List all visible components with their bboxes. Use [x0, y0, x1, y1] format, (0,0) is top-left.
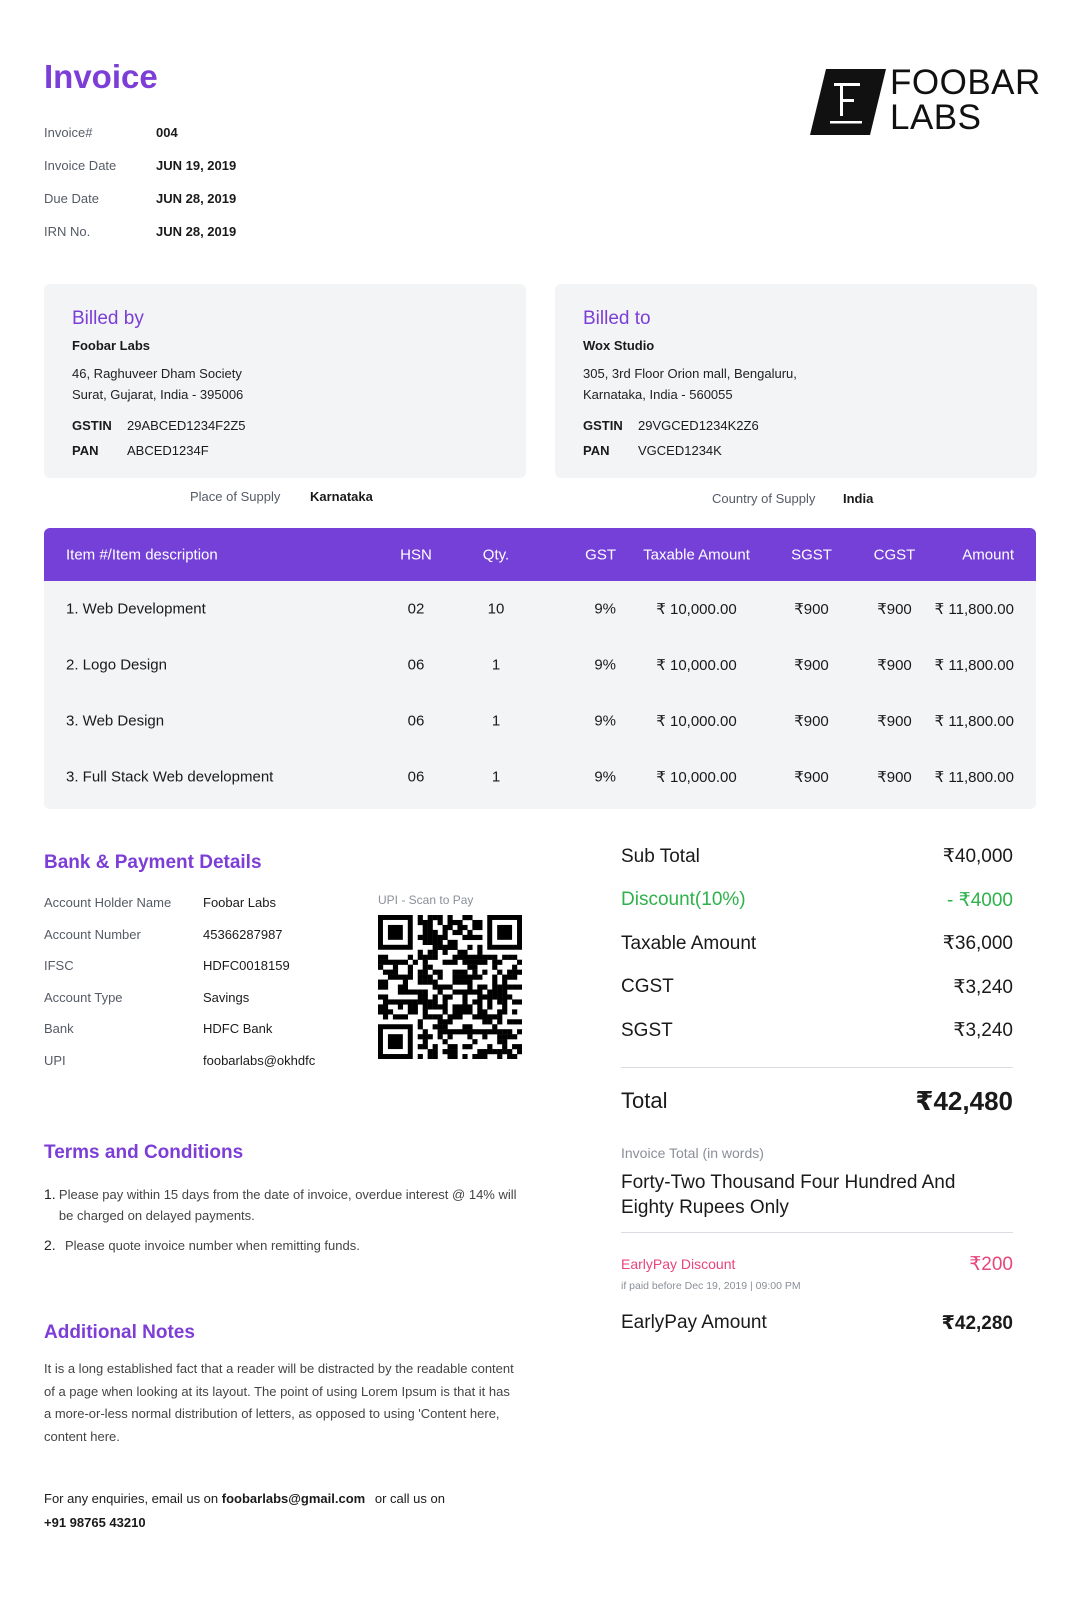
totals-panel: [621, 835, 1013, 1335]
col-header-taxable: Taxable Amount: [643, 546, 750, 563]
cell-sgst: ₹900: [794, 713, 829, 730]
cell-qty: 1: [491, 656, 501, 674]
cell-cgst: ₹900: [877, 601, 912, 618]
address-line: 46, Raghuveer Dham Society: [72, 366, 242, 381]
footer-middle: or call us on: [374, 1491, 445, 1506]
taxable-row: [621, 922, 1013, 966]
bank-value: HDFC Bank: [203, 1021, 273, 1037]
cell-description: 2. Logo Design: [66, 656, 167, 674]
col-header-qty: Qty.: [482, 546, 510, 563]
cell-gst: 9%: [594, 656, 616, 674]
cell-qty: 1: [491, 712, 501, 730]
taxable-value: ₹36,000: [942, 933, 1013, 955]
table-row: [44, 637, 1036, 693]
sgst-value: ₹3,240: [953, 1020, 1013, 1042]
cell-qty: 10: [487, 600, 505, 618]
cell-description: 3. Web Design: [66, 712, 165, 730]
billed-to-address: [583, 363, 1009, 405]
discount-label: Discount(10%): [621, 889, 746, 911]
country-of-supply-value: India: [842, 491, 874, 506]
meta-label: IRN No.: [44, 224, 91, 239]
terms-item: [44, 1184, 526, 1226]
billed-by-address: [72, 363, 498, 405]
bank-value: Savings: [203, 989, 250, 1005]
cell-taxable: ₹ 10,000.00: [656, 657, 737, 674]
bank-value: HDFC0018159: [203, 958, 290, 974]
billed-by-gstin: [72, 413, 498, 438]
bank-label: IFSC: [44, 958, 74, 974]
cell-cgst: ₹900: [877, 713, 912, 730]
bank-row: [44, 982, 374, 1014]
billed-by-pan: [72, 438, 498, 463]
cell-sgst: ₹900: [794, 769, 829, 786]
col-header-cgst: CGST: [873, 546, 916, 563]
place-of-supply: [190, 489, 373, 504]
meta-value: 004: [156, 125, 178, 140]
footer-email-link[interactable]: foobarlabs@gmail.com: [221, 1491, 366, 1506]
gstin-label: GSTIN: [583, 418, 623, 433]
sgst-label: SGST: [621, 1019, 673, 1041]
grand-total-row: [621, 1086, 1013, 1117]
cell-amount: ₹ 11,800.00: [934, 713, 1014, 730]
place-of-supply-label: Place of Supply: [190, 489, 281, 504]
cell-taxable: ₹ 10,000.00: [656, 713, 737, 730]
bank-value: foobarlabs@okhdfc: [203, 1052, 316, 1068]
address-line: Surat, Gujarat, India - 395006: [72, 387, 244, 402]
cell-description: 1. Web Development: [66, 600, 206, 618]
cell-taxable: ₹ 10,000.00: [656, 601, 737, 618]
gstin-value: 29VGCED1234K2Z6: [638, 418, 759, 433]
meta-row-due-date: [44, 182, 304, 215]
place-of-supply-value: Karnataka: [309, 489, 373, 504]
billed-to-name: Wox Studio: [583, 338, 655, 353]
table-row: [44, 581, 1036, 637]
cell-description: 3. Full Stack Web development: [66, 768, 274, 786]
bank-label: UPI: [44, 1052, 66, 1068]
invoice-title: Invoice: [44, 58, 158, 95]
bank-row: [44, 1013, 374, 1045]
logo-wordmark: [890, 65, 1041, 135]
billed-by-card: [44, 284, 526, 478]
meta-value: JUN 28, 2019: [156, 224, 237, 239]
cell-qty: 1: [491, 768, 501, 786]
cgst-row: [621, 966, 1013, 1010]
items-table: [44, 528, 1036, 809]
col-header-gst: GST: [585, 546, 616, 563]
cell-gst: 9%: [594, 600, 616, 618]
taxable-label: Taxable Amount: [621, 932, 757, 954]
sub-total-label: Sub Total: [621, 845, 700, 867]
billed-by-name: Foobar Labs: [72, 338, 151, 353]
address-line: Karnataka, India - 560055: [583, 387, 733, 402]
billed-to-pan: [583, 438, 1009, 463]
terms-list: [44, 1184, 526, 1265]
pan-value: ABCED1234F: [127, 443, 209, 458]
bank-value: 45366287987: [203, 926, 283, 942]
sub-total-value: ₹40,000: [942, 846, 1013, 868]
footer-contact: [44, 1487, 445, 1535]
earlypay-amount-value: ₹42,280: [941, 1312, 1013, 1334]
table-header: [44, 528, 1036, 581]
cell-hsn: 06: [407, 712, 425, 730]
gstin-value: 29ABCED1234F2Z5: [127, 418, 246, 433]
bank-label: Account Holder Name: [44, 895, 172, 911]
table-row: [44, 749, 1036, 805]
cell-amount: ₹ 11,800.00: [934, 601, 1014, 618]
bank-row: [44, 919, 374, 951]
terms-title: Terms and Conditions: [44, 1142, 244, 1163]
footer-prefix: For any enquiries, email us on: [44, 1491, 219, 1506]
notes-text: It is a long established fact that a reader will be distracted by the readable content of a page when looking at its layout. The point of using Lorem Ipsum is that it has a more-or-less normal distribution of letters, as opposed to using 'Content here, content here.: [44, 1361, 514, 1444]
cell-hsn: 02: [407, 600, 425, 618]
cell-gst: 9%: [594, 712, 616, 730]
cell-sgst: ₹900: [794, 601, 829, 618]
sub-total-row: [621, 835, 1013, 879]
notes-title: Additional Notes: [44, 1322, 195, 1343]
pan-value: VGCED1234K: [638, 443, 722, 458]
cell-cgst: ₹900: [877, 657, 912, 674]
upi-qr-code[interactable]: [378, 915, 522, 1059]
totals-divider: [621, 1067, 1013, 1068]
bank-value: Foobar Labs: [203, 895, 276, 911]
cell-amount: ₹ 11,800.00: [934, 769, 1014, 786]
cell-cgst: ₹900: [877, 769, 912, 786]
earlypay-discount-label: EarlyPay Discount: [621, 1256, 736, 1272]
cell-hsn: 06: [407, 656, 425, 674]
grand-total-value: ₹42,480: [915, 1085, 1013, 1116]
bank-details-list: [44, 887, 374, 1076]
pan-label: PAN: [72, 443, 99, 458]
logo-line-2: LABS: [890, 98, 982, 137]
cgst-label: CGST: [621, 976, 674, 998]
gstin-label: GSTIN: [72, 418, 112, 433]
billed-by-heading: Billed by: [72, 308, 144, 329]
billed-to-gstin: [583, 413, 1009, 438]
bank-label: Account Number: [44, 926, 141, 942]
earlypay-note: if paid before Dec 19, 2019 | 09:00 PM: [621, 1279, 801, 1292]
logo-mark-icon: [810, 69, 886, 135]
bank-label: Bank: [44, 1021, 74, 1037]
col-header-description: Item #/Item description: [66, 546, 218, 563]
discount-row: [621, 879, 1013, 923]
bank-details-title: Bank & Payment Details: [44, 852, 262, 873]
meta-row-invoice-number: [44, 116, 304, 149]
col-header-amount: Amount: [962, 546, 1014, 563]
terms-text: Please pay within 15 days from the date of invoice, overdue interest @ 14% will be charged on delayed payments.: [58, 1187, 517, 1223]
meta-label: Due Date: [44, 191, 99, 206]
pan-label: PAN: [583, 443, 610, 458]
billed-to-heading: Billed to: [583, 308, 651, 329]
bank-label: Account Type: [44, 989, 123, 1005]
address-line: 305, 3rd Floor Orion mall, Bengaluru,: [583, 366, 797, 381]
bank-row: [44, 950, 374, 982]
col-header-sgst: SGST: [791, 546, 832, 563]
meta-value: JUN 19, 2019: [156, 158, 237, 173]
earlypay-discount-row: [621, 1253, 1013, 1276]
bank-row: [44, 1045, 374, 1077]
footer-phone[interactable]: +91 98765 43210: [44, 1515, 146, 1530]
cell-amount: ₹ 11,800.00: [934, 657, 1014, 674]
country-of-supply: [712, 491, 873, 506]
total-in-words-label: Invoice Total (in words): [621, 1144, 764, 1161]
earlypay-amount-row: [621, 1312, 1013, 1335]
meta-value: JUN 28, 2019: [156, 191, 237, 206]
cell-gst: 9%: [594, 768, 616, 786]
meta-label: Invoice#: [44, 125, 93, 140]
logo-line-1: FOOBAR: [890, 63, 1041, 102]
cell-taxable: ₹ 10,000.00: [656, 769, 737, 786]
cell-hsn: 06: [407, 768, 425, 786]
billed-to-card: [555, 284, 1037, 478]
meta-label: Invoice Date: [44, 158, 117, 173]
grand-total-label: Total: [621, 1088, 668, 1113]
terms-item: [44, 1235, 526, 1256]
table-row: [44, 693, 1036, 749]
words-divider: [621, 1232, 1013, 1233]
invoice-meta: [44, 116, 304, 248]
qr-code-icon: [378, 915, 522, 1059]
earlypay-discount-value: ₹200: [969, 1253, 1013, 1275]
discount-value: - ₹4000: [947, 889, 1013, 911]
terms-text: Please quote invoice number when remitting funds.: [65, 1238, 360, 1253]
bank-row: [44, 887, 374, 919]
cell-sgst: ₹900: [794, 657, 829, 674]
meta-row-invoice-date: [44, 149, 304, 182]
meta-row-irn: [44, 215, 304, 248]
terms-number: 1.: [44, 1186, 56, 1202]
total-in-words: Forty-Two Thousand Four Hundred And Eighty Rupees Only: [621, 1171, 956, 1218]
col-header-hsn: HSN: [400, 546, 432, 563]
terms-number: 2.: [44, 1237, 56, 1253]
earlypay-amount-label: EarlyPay Amount: [621, 1312, 767, 1333]
sgst-row: [621, 1009, 1013, 1053]
cgst-value: ₹3,240: [953, 976, 1013, 998]
company-logo: [810, 65, 1050, 135]
country-of-supply-label: Country of Supply: [712, 491, 816, 506]
upi-scan-label: UPI - Scan to Pay: [378, 893, 474, 907]
